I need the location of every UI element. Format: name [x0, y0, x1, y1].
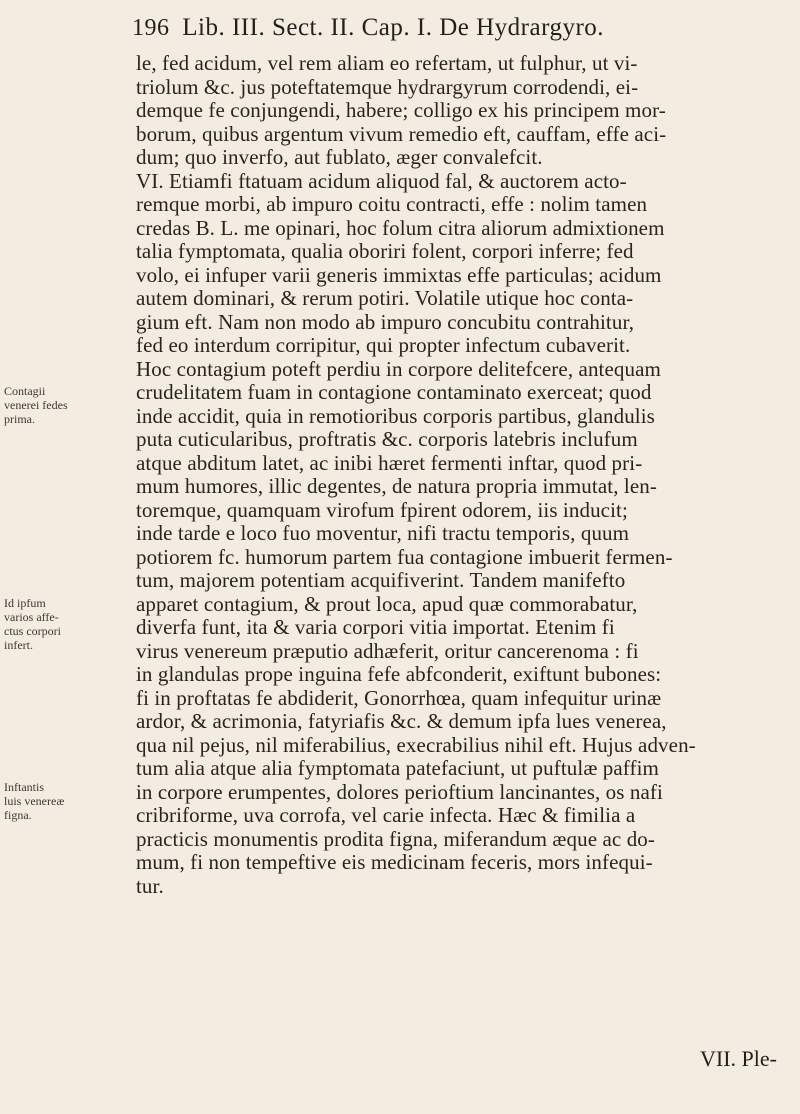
margin-note-line: Inftantis — [4, 780, 44, 794]
text-line: tum alia atque alia fymptomata patefaciunt, ut puftulæ paffim — [136, 757, 659, 780]
margin-note-contagii — [4, 384, 78, 426]
text-line: borum, quibus argentum vivum remedio eft, cauffam, effe aci- — [136, 122, 667, 146]
margin-note-line: varios affe- — [4, 610, 59, 624]
text-line: cribriforme, uva corrofa, vel carie infecta. Hæc & fimilia a — [136, 804, 636, 827]
text-line: toremque, quamquam virofum fpirent odorem, iis inducit; — [136, 498, 628, 522]
text-line: atque abditum latet, ac inibi hæret fermenti inftar, quod pri- — [136, 451, 643, 475]
text-line: mum, fi non tempeftive eis medicinam feceris, mors infequi- — [136, 851, 653, 874]
text-line: demque fe conjungendi, habere; colligo ex his principem mor- — [136, 99, 666, 122]
running-title: Lib. III. Sect. II. Cap. I. De Hydrargyro. — [182, 14, 605, 41]
text-line: volo, ei infuper varii generis immixtas effe particulas; acidum — [136, 263, 662, 287]
margin-note-instantis — [4, 780, 78, 822]
text-line: inde accidit, quia in remotioribus corporis partibus, glandulis — [136, 404, 655, 428]
body-text — [136, 52, 776, 898]
text-line: qua nil pejus, nil miferabilius, execrabilius nihil eft. Hujus adven- — [136, 733, 696, 757]
running-head — [132, 14, 772, 42]
margin-note-line: figna. — [4, 808, 32, 822]
text-line: triolum &c. jus poteftatemque hydrargyrum corrodendi, ei- — [136, 75, 639, 99]
text-line: mum humores, illic degentes, de natura propria immutat, len- — [136, 475, 657, 498]
text-line: in corpore erumpentes, dolores perioftium lancinantes, os nafi — [136, 780, 663, 804]
text-line: dum; quo inverfo, aut fublato, æger convalefcit. — [136, 146, 543, 169]
text-line: VI. Etiamfi ftatuam acidum aliquod fal, & auctorem acto- — [136, 169, 627, 193]
margin-note-line: Contagii — [4, 384, 46, 398]
text-line: potiorem fc. humorum partem fua contagione imbuerit fermen- — [136, 545, 673, 569]
text-line: fi in proftatas fe abdiderit, Gonorrhœa, quam infequitur urinæ — [136, 686, 662, 710]
text-line: talia fymptomata, qualia oboriri folent, corpori inferre; fed — [136, 240, 634, 263]
margin-note-line: luis venereæ — [4, 794, 65, 808]
text-line: virus venereum præputio adhæferit, oritur cancerenoma : fi — [136, 639, 639, 663]
margin-note-line: venerei fedes — [4, 398, 68, 412]
text-line: crudelitatem fuam in contagione contaminato exerceat; quod — [136, 381, 652, 404]
text-line: puta cuticularibus, proftratis &c. corporis latebris inclufum — [136, 428, 638, 451]
text-line: tur. — [136, 874, 164, 898]
text-line: diverfa funt, ita & varia corpori vitia importat. Etenim fi — [136, 616, 615, 639]
text-line: Hoc contagium poteft perdiu in corpore delitefcere, antequam — [136, 357, 661, 381]
text-line: ardor, & acrimonia, fatyriafis &c. & demum ipfa lues venerea, — [136, 710, 667, 733]
text-line: practicis monumentis prodita figna, miferandum æque ac do- — [136, 827, 655, 851]
text-line: remque morbi, ab impuro coitu contracti, effe : nolim tamen — [136, 193, 648, 216]
margin-note-line: ctus corpori — [4, 624, 61, 638]
text-line: credas B. L. me opinari, hoc folum citra aliorum admixtionem — [136, 216, 665, 240]
text-line: apparet contagium, & prout loca, apud quæ commorabatur, — [136, 592, 638, 616]
margin-note-line: infert. — [4, 638, 33, 652]
margin-note-id-ipsum — [4, 596, 78, 652]
text-line: inde tarde e loco fuo moventur, nifi tractu temporis, quum — [136, 522, 630, 545]
text-line: gium eft. Nam non modo ab impuro concubitu contrahitur, — [136, 310, 635, 334]
text-line: le, fed acidum, vel rem aliam eo refertam, ut fulphur, ut vi- — [136, 52, 638, 75]
text-line: autem dominari, & rerum potiri. Volatile utique hoc conta- — [136, 287, 634, 310]
text-line: fed eo interdum corripitur, qui propter infectum cubaverit. — [136, 334, 631, 357]
text-line: tum, majorem potentiam acquifiverint. Tandem manifefto — [136, 569, 626, 592]
margin-note-line: Id ipfum — [4, 596, 46, 610]
page-number: 196 — [132, 15, 170, 41]
text-line: in glandulas prope inguina fefe abfconderit, exiftunt bubones: — [136, 663, 662, 686]
margin-note-line: prima. — [4, 412, 35, 426]
catchword: VII. Ple- — [700, 1046, 777, 1071]
